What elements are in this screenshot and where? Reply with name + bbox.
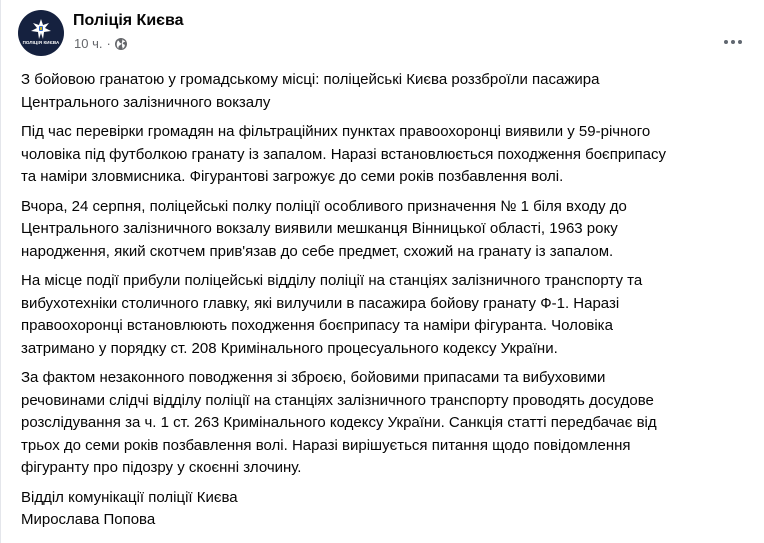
police-star-icon xyxy=(31,19,51,39)
text-line: Центрального залізничного вокзалу виявили мешканця Вінницької області, 1963 року xyxy=(21,220,618,237)
text-line: На місце події прибули поліцейські відділу поліції на станціях залізничного транспорту та xyxy=(21,272,643,289)
avatar-caption: ПОЛІЦІЯ КИЄВА xyxy=(22,40,60,45)
post-text xyxy=(21,69,741,539)
post-paragraph xyxy=(21,270,741,360)
more-options-icon xyxy=(738,40,742,44)
post-meta xyxy=(74,36,127,51)
text-line: Вчора, 24 серпня, поліцейські полку поліції особливого призначення № 1 біля входу до xyxy=(21,197,627,215)
text-line: трьох до семи років позбавлення волі. Наразі вирішується питання щодо повідомлення xyxy=(21,436,631,454)
text-line: Відділ комунікації поліції Києва xyxy=(21,488,238,506)
text-line: розслідування за ч. 1 ст. 263 Кримінального кодексу України. Санкція статті передбачає від xyxy=(21,414,657,431)
text-line: фігуранту про підозру у скоєнні злочину. xyxy=(21,459,302,476)
text-line: затримано у порядку ст. 208 Кримінального процесуального кодексу України. xyxy=(21,339,558,357)
post-paragraph xyxy=(21,196,741,264)
text-line: народження, який скотчем прив'язав до себе предмет, схожий на гранату із запалом. xyxy=(21,242,614,260)
text-line: Мирослава Попова xyxy=(21,511,156,528)
globe-icon[interactable] xyxy=(115,38,127,50)
post-header xyxy=(18,10,748,56)
post-paragraph xyxy=(21,367,741,480)
page-name-link[interactable]: Поліція Києва xyxy=(73,12,184,29)
text-line: та наміри зловмисника. Фігурантові загрожує до семи років позбавлення волі. xyxy=(21,168,564,185)
text-line: За фактом незаконного поводження зі зброєю, бойовими припасами та вибуховими xyxy=(21,369,606,386)
text-line: вибухотехніки столичного главку, які вилучили в пасажира бойову гранату Ф-1. Наразі xyxy=(21,294,620,312)
text-line: Під час перевірки громадян на фільтраційних пунктах правоохоронці виявили у 59-річного xyxy=(21,123,651,140)
text-line: Центрального залізничного вокзалу xyxy=(21,93,271,111)
avatar[interactable] xyxy=(18,10,64,56)
more-options-icon xyxy=(724,40,728,44)
post-paragraph xyxy=(21,121,741,189)
text-line: чоловіка під футболкою гранату із запалом. Наразі встановлюється походження боєприпасу xyxy=(21,145,667,163)
post-headline xyxy=(21,69,741,114)
text-line: речовинами слідчі відділу поліції на станціях залізничного транспорту проводять досудове xyxy=(21,391,654,409)
post-timestamp-link[interactable]: 10 ч. xyxy=(74,36,103,51)
text-line: З бойовою гранатою у громадському місці: поліцейські Києва роззброїли пасажира xyxy=(21,71,600,88)
more-options-button[interactable] xyxy=(715,24,751,60)
text-line: правоохоронці встановлюють походження боєприпасу та наміри фігуранта. Чоловіка xyxy=(21,317,613,334)
post-signature xyxy=(21,487,741,532)
meta-separator: · xyxy=(106,36,111,51)
more-options-icon xyxy=(731,40,735,44)
